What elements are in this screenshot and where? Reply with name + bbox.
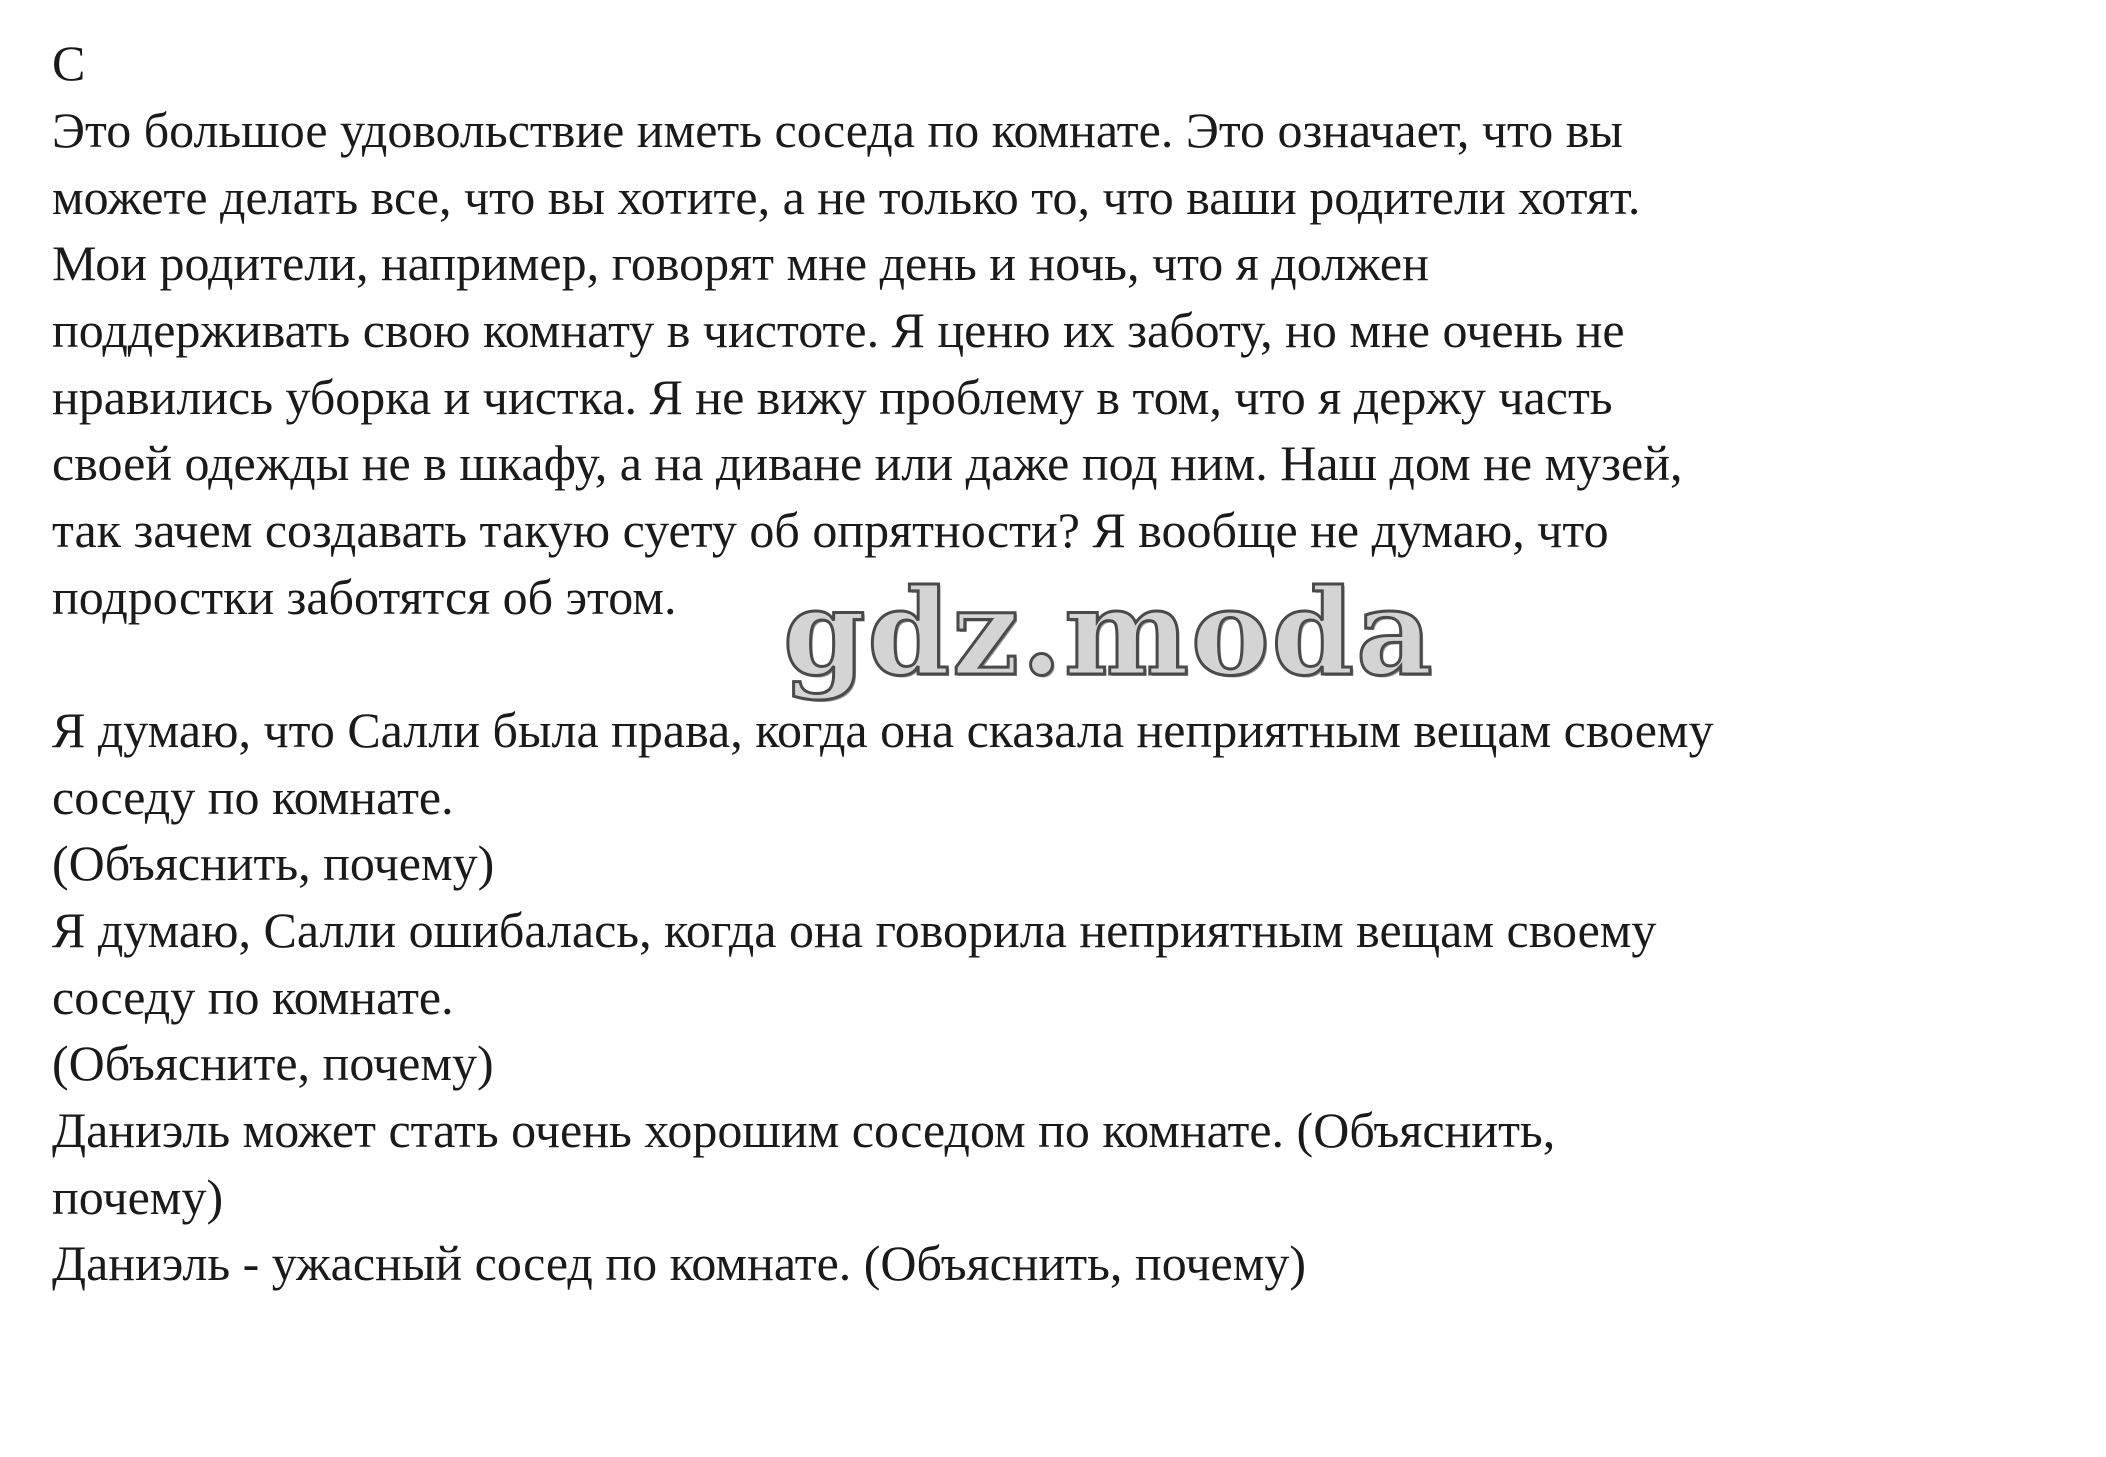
text-line: подростки заботятся об этом. [52,569,677,625]
text-line: можете делать все, что вы хотите, а не только то, что ваши родители хотят. [52,169,1641,225]
text-line: Даниэль - ужасный сосед по комнате. (Объяснить, почему) [52,1235,1307,1291]
text-line: Мои родители, например, говорят мне день и ночь, что я должен [52,235,1429,291]
watermark-logo: gdz.moda [783,563,1435,702]
text-line: Я думаю, Салли ошибалась, когда она говорила неприятным вещам своему [52,902,1657,958]
section-letter: C [52,35,86,91]
text-line: поддерживать свою комнату в чистоте. Я ценю их заботу, но мне очень не [52,302,1625,358]
text-line: своей одежды не в шкафу, а на диване или даже под ним. Наш дом не музей, [52,435,1683,491]
text-line: Это большое удовольствие иметь соседа по комнате. Это означает, что вы [52,102,1623,158]
text-line: (Объясните, почему) [52,1035,494,1091]
text-line: нравились уборка и чистка. Я не вижу проблему в том, что я держу часть [52,369,1613,425]
text-line: Даниэль может стать очень хорошим соседом по комнате. (Объяснить, [52,1102,1556,1158]
text-line: так зачем создавать такую суету об опрятности? Я вообще не думаю, что [52,502,1609,558]
text-line: соседу по комнате. [52,969,454,1025]
text-line: почему) [52,1169,224,1225]
text-line: соседу по комнате. [52,769,454,825]
text-line: Я думаю, что Салли была права, когда она сказала неприятным вещам своему [52,702,1714,758]
text-line: (Объяснить, почему) [52,835,495,891]
